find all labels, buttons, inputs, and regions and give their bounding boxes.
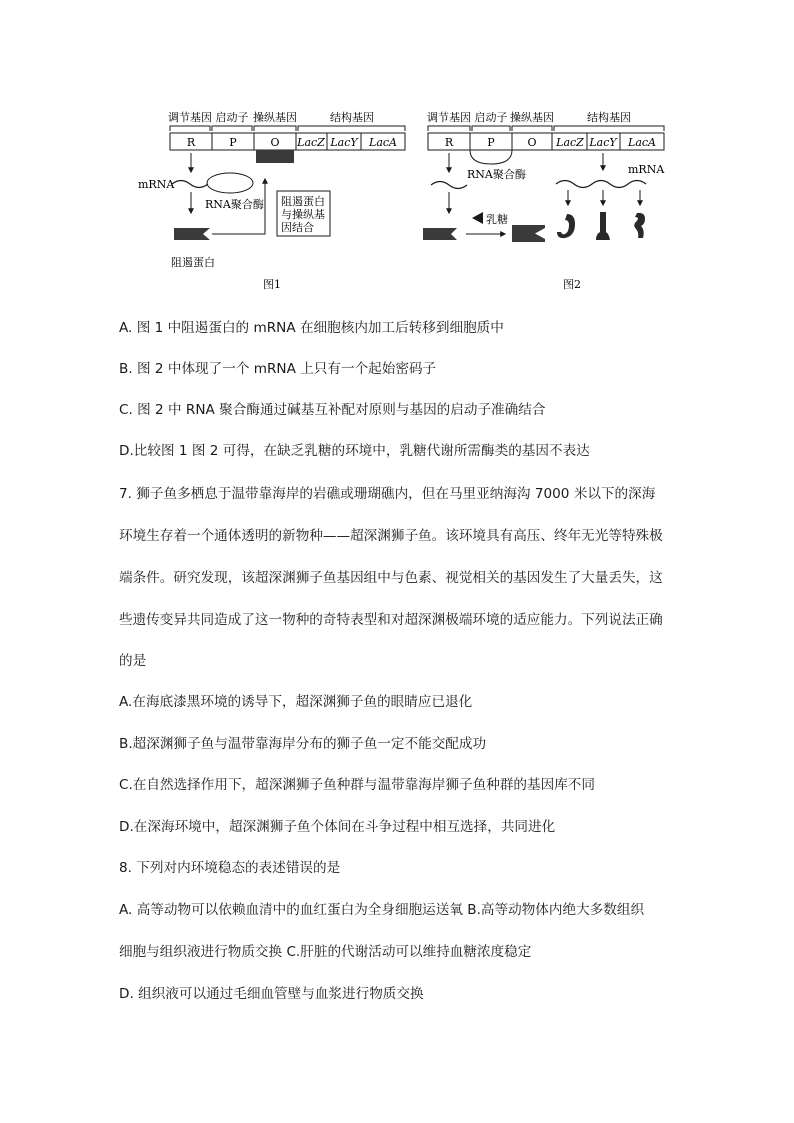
figure-1 — [138, 110, 405, 291]
figure-2 — [423, 110, 665, 291]
question-7-line-2: 环境生存着一个通体透明的新物种——超深渊狮子鱼。该环境具有高压、终年无光等特殊极 — [119, 528, 663, 544]
fig1-gene-laca: LacA — [369, 136, 397, 149]
fig2-gene-lacy: LacY — [589, 136, 617, 149]
option-7b: B.超深渊狮子鱼与温带靠海岸分布的狮子鱼一定不能交配成功 — [119, 736, 487, 752]
fig1-rna-polymerase — [207, 173, 253, 193]
question-7-line-1: 7. 狮子鱼多栖息于温带靠海岸的岩礁或珊瑚礁内，但在马里亚纳海沟 7000 米以下的深海 — [119, 486, 656, 502]
fig1-caption: 图1 — [263, 278, 281, 291]
fig2-header-regulatory: 调节基因 — [427, 111, 471, 124]
fig2-enzyme-lacy — [596, 212, 610, 240]
question-8-line-1: A. 高等动物可以依赖血清中的血红蛋白为全身细胞运送氧 B.高等动物体内绝大多数组织 — [119, 902, 645, 918]
fig1-header-operator: 操纵基因 — [253, 111, 297, 124]
fig2-gene-r: R — [444, 136, 454, 149]
fig1-mrna-label: mRNA — [138, 178, 175, 191]
fig2-enzyme-lacz — [557, 214, 575, 238]
question-7-line-5: 的是 — [119, 653, 147, 669]
fig1-repressor-label: 阻遏蛋白 — [171, 256, 215, 269]
question-7-line-4: 些遗传变异共同造成了这一物种的奇特表型和对超深渊极端环境的适应能力。下列说法正确 — [119, 612, 663, 628]
fig1-rna-polymerase-label: RNA聚合酶 — [205, 198, 264, 211]
fig2-enzyme-laca — [634, 213, 645, 238]
fig1-binding-note-line-2: 与操纵基 — [281, 208, 325, 221]
option-7a: A.在海底漆黑环境的诱导下，超深渊狮子鱼的眼睛应已退化 — [119, 694, 473, 710]
fig2-lactose-triangle — [472, 212, 483, 224]
fig2-gene-p: P — [487, 136, 495, 149]
option-8d: D. 组织液可以通过毛细血管壁与血浆进行物质交换 — [119, 986, 424, 1002]
question-8-stem: 8. 下列对内环境稳态的表述错误的是 — [119, 860, 341, 876]
fig2-rna-polymerase — [470, 150, 512, 164]
fig2-gene-laca: LacA — [628, 136, 656, 149]
fig1-gene-lacz: LacZ — [297, 136, 325, 149]
fig1-gene-o: O — [270, 136, 280, 149]
fig2-mrna-label: mRNA — [628, 163, 665, 176]
question-7-line-3: 端条件。研究发现，该超深渊狮子鱼基因组中与色素、视觉相关的基因发生了大量丢失，这 — [119, 570, 663, 586]
fig2-lactose-label: 乳糖 — [486, 213, 508, 226]
option-7c: C.在自然选择作用下，超深渊狮子鱼种群与温带靠海岸狮子鱼种群的基因库不同 — [119, 777, 595, 793]
fig1-gene-r: R — [186, 136, 196, 149]
option-6a: A. 图 1 中阻遏蛋白的 mRNA 在细胞核内加工后转移到细胞质中 — [119, 320, 504, 336]
fig1-mrna-wave — [172, 181, 208, 188]
fig2-repressor — [423, 228, 457, 240]
fig2-mrna-wave — [556, 181, 646, 188]
fig2-header-structural: 结构基因 — [587, 111, 631, 124]
fig2-r-mrna-wave — [431, 182, 467, 189]
question-8-line-2: 细胞与组织液进行物质交换 C.肝脏的代谢活动可以维持血糖浓度稳定 — [119, 944, 532, 960]
fig1-gene-p: P — [229, 136, 237, 149]
fig1-header-promoter: 启动子 — [215, 111, 249, 124]
fig2-header-promoter: 启动子 — [474, 111, 508, 124]
fig1-bound-repressor — [256, 150, 294, 163]
option-7d: D.在深海环境中，超深渊狮子鱼个体间在斗争过程中相互选择，共同进化 — [119, 819, 556, 835]
option-6d: D.比较图 1 图 2 可得，在缺乏乳糖的环境中，乳糖代谢所需酶类的基因不表达 — [119, 443, 590, 459]
fig2-gene-lacz: LacZ — [556, 136, 584, 149]
fig1-binding-note-line-1: 阻遏蛋白 — [281, 195, 325, 208]
fig1-repressor — [174, 228, 210, 240]
option-6b: B. 图 2 中体现了一个 mRNA 上只有一个起始密码子 — [119, 361, 437, 377]
fig1-binding-note-line-3: 因结合 — [281, 221, 314, 234]
fig1-header-structural: 结构基因 — [330, 111, 374, 124]
fig1-gene-lacy: LacY — [330, 136, 358, 149]
fig2-gene-o: O — [527, 136, 537, 149]
fig2-rna-polymerase-label: RNA聚合酶 — [467, 168, 526, 181]
fig2-caption: 图2 — [563, 278, 581, 291]
operon-figures — [0, 0, 794, 300]
fig2-header-operator: 操纵基因 — [510, 111, 554, 124]
fig1-header-regulatory: 调节基因 — [168, 111, 212, 124]
option-6c: C. 图 2 中 RNA 聚合酶通过碱基互补配对原则与基因的启动子准确结合 — [119, 402, 546, 418]
